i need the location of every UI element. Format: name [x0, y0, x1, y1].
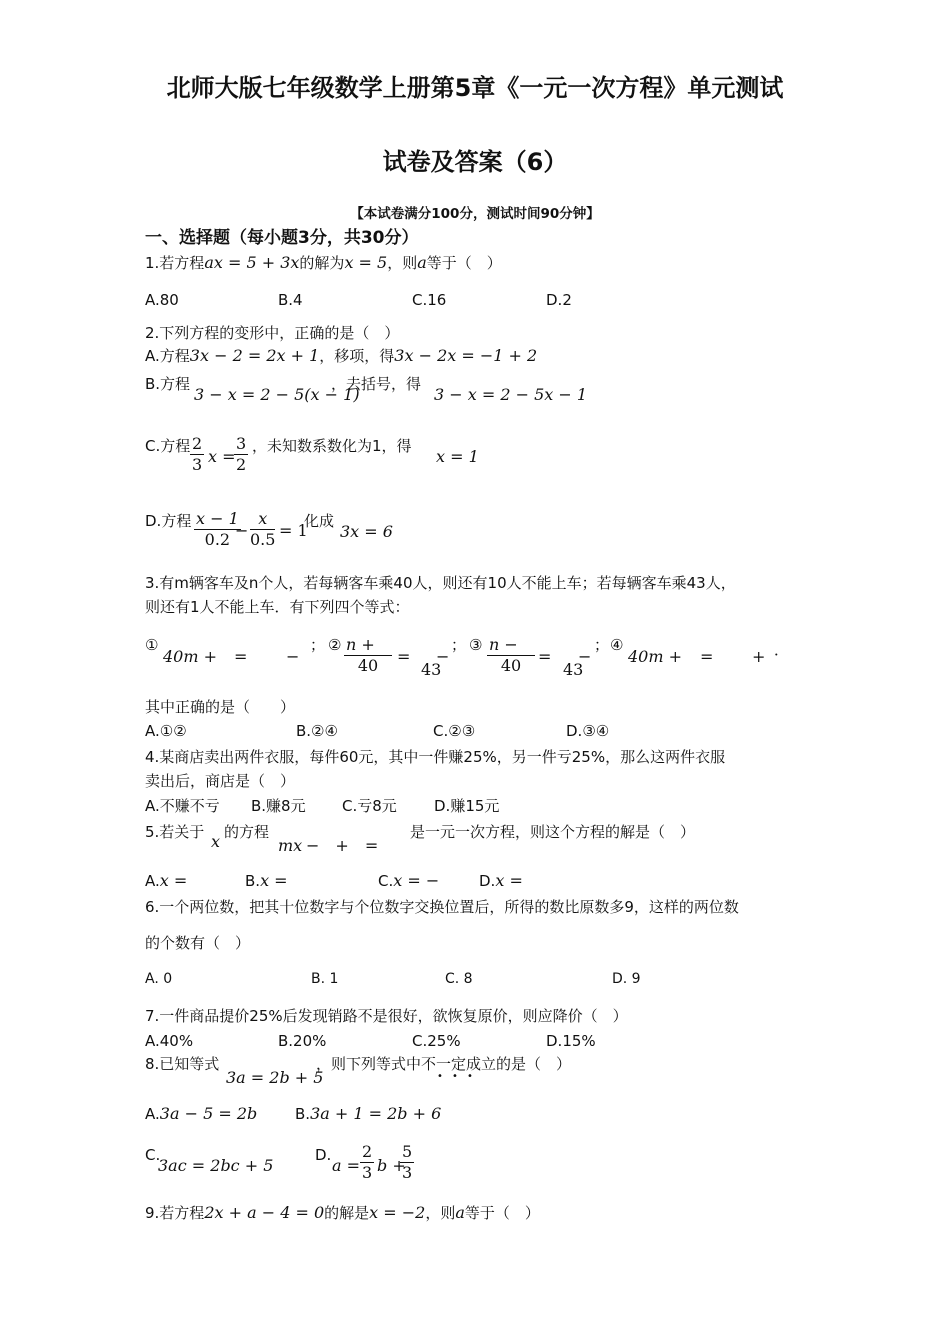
q8-option-a-label: A.	[145, 1105, 160, 1123]
q2b-eq1: 3 − x = 2 − 5(x − 1)	[194, 385, 360, 404]
q8d-num2: 5	[402, 1142, 413, 1161]
q2d-eq2: 3x = 6	[340, 522, 393, 541]
q8-option-b-eq: 3a + 1 = 2b + 6	[310, 1104, 442, 1123]
q3-eq2-den2: 43	[421, 660, 442, 679]
q2a-mid: ，移项，得	[319, 347, 395, 365]
q5-option-c-eq: x = −	[393, 871, 440, 890]
q1-var: a	[417, 253, 427, 272]
q2c-den2: 2	[236, 455, 247, 474]
q8d-num1: 2	[362, 1142, 373, 1161]
q5-prefix: 5.若关于	[145, 823, 205, 841]
q1-suffix: 等于（ ）	[426, 254, 502, 272]
q5-option-d-label: D.	[479, 872, 496, 890]
q5-option-b[interactable]	[245, 871, 288, 891]
q1-option-c[interactable]: C.16	[412, 291, 447, 309]
q4-option-c[interactable]: C.亏8元	[342, 797, 397, 815]
q7-option-d[interactable]: D.15%	[546, 1032, 596, 1050]
q3-eq3-num: n −	[487, 635, 535, 656]
q1-mid2: ，则	[387, 254, 418, 272]
q2c-num1: 2	[192, 434, 203, 453]
q5-option-c-label: C.	[378, 872, 394, 890]
q2d-fraction-2	[250, 509, 275, 550]
q5-option-b-label: B.	[245, 872, 261, 890]
q3-eq4-tail: +	[752, 647, 766, 666]
q3-eq4: 40m +	[628, 647, 683, 666]
q3-eq3-den2: 43	[563, 660, 584, 679]
q9-mid2: ，则	[425, 1204, 456, 1222]
q2a-eq2: 3x − 2x = −1 + 2	[394, 346, 538, 365]
q7-option-a[interactable]: A.40%	[145, 1032, 194, 1050]
q3-eq1-mark: ①	[145, 636, 159, 654]
q2a-prefix: A.方程	[145, 347, 190, 365]
q3-eq1-equals: =	[234, 647, 248, 666]
q4-option-d[interactable]: D.赚15元	[434, 797, 500, 815]
q8-option-b[interactable]	[295, 1104, 441, 1124]
q3-stem: 其中正确的是（ ）	[145, 698, 296, 716]
emphasis-dot: •	[437, 1071, 443, 1082]
q7-stem: 7.一件商品提价25%后发现销路不是很好，欲恢复原价，则应降价（ ）	[145, 1007, 628, 1025]
q2c-eq2: x = 1	[436, 447, 479, 466]
q5-suffix: 是一元一次方程，则这个方程的解是（ ）	[410, 823, 696, 841]
q6-option-d[interactable]: D. 9	[612, 971, 641, 987]
q2d-den1: 0.2	[204, 530, 231, 549]
q3-sep-3: ；	[594, 636, 610, 654]
q2d-mid: 化成	[304, 512, 335, 530]
q8-option-b-label: B.	[295, 1105, 311, 1123]
q6-option-c[interactable]: C. 8	[445, 971, 473, 987]
q8-option-c-label[interactable]: C.	[145, 1146, 161, 1164]
q8-option-d-fraction-1	[360, 1142, 374, 1183]
q8-option-d-fraction-2	[400, 1142, 414, 1183]
q8-option-a-eq: 3a − 5 = 2b	[159, 1104, 258, 1123]
page-title-line1: 北师大版七年级数学上册第5章《一元一次方程》单元测试	[166, 74, 784, 102]
q2-stem: 2.下列方程的变形中，正确的是（ ）	[145, 324, 400, 342]
q5-mid: 的方程	[224, 823, 270, 841]
q3-end: ．	[774, 641, 790, 659]
q1-option-d[interactable]: D.2	[546, 291, 572, 309]
q3-eq2-num: n +	[344, 635, 392, 656]
q4-option-b[interactable]: B.赚8元	[251, 797, 306, 815]
q3-option-b[interactable]: B.②④	[296, 722, 338, 740]
q3-eq3-equals: =	[538, 647, 552, 666]
q1-option-a[interactable]: A.80	[145, 291, 179, 309]
q3-sep-1: ；	[310, 636, 326, 654]
q2c-den1: 3	[192, 455, 203, 474]
q5-option-d-eq: x =	[495, 871, 523, 890]
q2c-fraction-1	[190, 434, 204, 475]
q5-equation: mx	[278, 836, 303, 855]
q3-eq3-fraction	[487, 635, 535, 676]
q2d-prefix[interactable]: D.方程	[145, 512, 192, 530]
q2c-num2: 3	[236, 434, 247, 453]
q5-option-d[interactable]	[479, 871, 523, 891]
q1-mid: 的解为	[299, 254, 345, 272]
q6-line2: 的个数有（ ）	[145, 934, 251, 952]
q1-solution: x = 5	[344, 253, 388, 272]
q3-eq4-equals: =	[700, 647, 714, 666]
q5-option-a-label: A.	[145, 872, 160, 890]
q3-eq2-equals: =	[397, 647, 411, 666]
q7-option-c[interactable]: C.25%	[412, 1032, 461, 1050]
emphasis-dot: •	[467, 1071, 473, 1082]
q5-option-c[interactable]	[378, 871, 439, 891]
q3-eq2-tail: −	[436, 647, 450, 666]
q9-equation: 2x + a − 4 = 0	[204, 1203, 325, 1222]
q3-line2: 则还有1人不能上车．有下列四个等式：	[145, 598, 410, 616]
q1-option-b[interactable]: B.4	[278, 291, 303, 309]
q6-option-b[interactable]: B. 1	[311, 971, 339, 987]
q2d-fraction-1	[194, 509, 241, 550]
q2c-fraction-2	[234, 434, 248, 475]
q8-option-c-eq: 3ac = 2bc + 5	[158, 1156, 274, 1175]
q5-option-a-eq: x =	[159, 871, 188, 890]
q8-option-a[interactable]	[145, 1104, 257, 1124]
q8-option-d-b: b +	[377, 1156, 406, 1175]
q5-var: x	[211, 832, 221, 851]
q1-equation: ax = 5 + 3x	[204, 253, 300, 272]
q8-option-d-label[interactable]: D.	[315, 1146, 332, 1164]
emphasis-dot: •	[452, 1071, 458, 1082]
q1-prefix: 1.若方程	[145, 254, 205, 272]
q3-option-c[interactable]: C.②③	[433, 722, 476, 740]
q6-line1: 6.一个两位数，把其十位数字与个位数字交换位置后，所得的数比原数多9，这样的两位数	[145, 898, 739, 916]
q3-line1: 3.有m辆客车及n个人，若每辆客车乘40人，则还有10人不能上车；若每辆客车乘43人，	[145, 574, 736, 592]
question-9	[145, 1203, 540, 1223]
q8-option-d-a: a =	[332, 1156, 361, 1175]
q8-suffix: ，则下列等式中不一定成立的是（ ）	[316, 1055, 572, 1073]
q2b-mid: ，去括号，得	[331, 375, 422, 393]
q2a-eq1: 3x − 2 = 2x + 1	[189, 346, 320, 365]
question-1	[145, 253, 502, 273]
q2d-eq1: = 1	[279, 521, 308, 540]
q3-eq4-mark: ④	[610, 636, 624, 654]
q3-eq2-mark: ②	[328, 636, 342, 654]
q2c-prefix[interactable]: C.方程	[145, 437, 191, 455]
q9-mid: 的解是	[324, 1204, 370, 1222]
q6-option-a[interactable]: A. 0	[145, 971, 173, 987]
q2b-prefix[interactable]: B.方程	[145, 375, 191, 393]
q5-option-b-eq: x =	[260, 871, 288, 890]
q2d-den2: 0.5	[250, 530, 276, 549]
q2d-minus: −	[235, 521, 249, 540]
section-heading: 一、选择题（每小题3分，共30分）	[145, 228, 419, 248]
q3-eq3-den: 40	[500, 656, 522, 675]
q2-option-a[interactable]	[145, 346, 537, 366]
q3-eq1: 40m +	[163, 647, 218, 666]
q3-sep-2: ；	[451, 636, 467, 654]
q9-prefix: 9.若方程	[145, 1204, 205, 1222]
q2c-mid: ，未知数系数化为1，得	[252, 437, 412, 455]
q5-option-a[interactable]	[145, 871, 187, 891]
q2b-eq2: 3 − x = 2 − 5x − 1	[434, 385, 588, 404]
q9-var: a	[455, 1203, 465, 1222]
q8-prefix: 8.已知等式	[145, 1055, 220, 1073]
page-title-line2: 试卷及答案（6）	[382, 148, 568, 176]
q8d-den1: 3	[362, 1163, 373, 1182]
q2c-x: x =	[208, 447, 236, 466]
q4-line1: 4.某商店卖出两件衣服，每件60元，其中一件赚25%，另一件亏25%，那么这两件衣服	[145, 748, 726, 766]
q3-eq1-tail: −	[286, 647, 300, 666]
q3-option-d[interactable]: D.③④	[566, 722, 610, 740]
q2d-num2: x	[250, 509, 275, 530]
exam-info: 【本试卷满分100分，测试时间90分钟】	[350, 206, 600, 222]
q5-equation-tail: − + =	[306, 836, 379, 855]
q9-suffix: 等于（ ）	[464, 1204, 540, 1222]
q4-option-a[interactable]: A.不赚不亏	[145, 797, 220, 815]
q3-eq3-tail: −	[578, 647, 592, 666]
q8d-den2: 3	[402, 1163, 413, 1182]
q3-eq2-den: 40	[357, 656, 379, 675]
q3-option-a[interactable]: A.①②	[145, 722, 187, 740]
q7-option-b[interactable]: B.20%	[278, 1032, 327, 1050]
q9-solution: x = −2	[369, 1203, 426, 1222]
q2d-num1: x − 1	[196, 509, 239, 528]
q4-line2: 卖出后，商店是（ ）	[145, 772, 296, 790]
q3-eq2-fraction	[344, 635, 392, 676]
q3-eq3-mark: ③	[469, 636, 483, 654]
q8-equation: 3a = 2b + 5	[226, 1068, 324, 1087]
